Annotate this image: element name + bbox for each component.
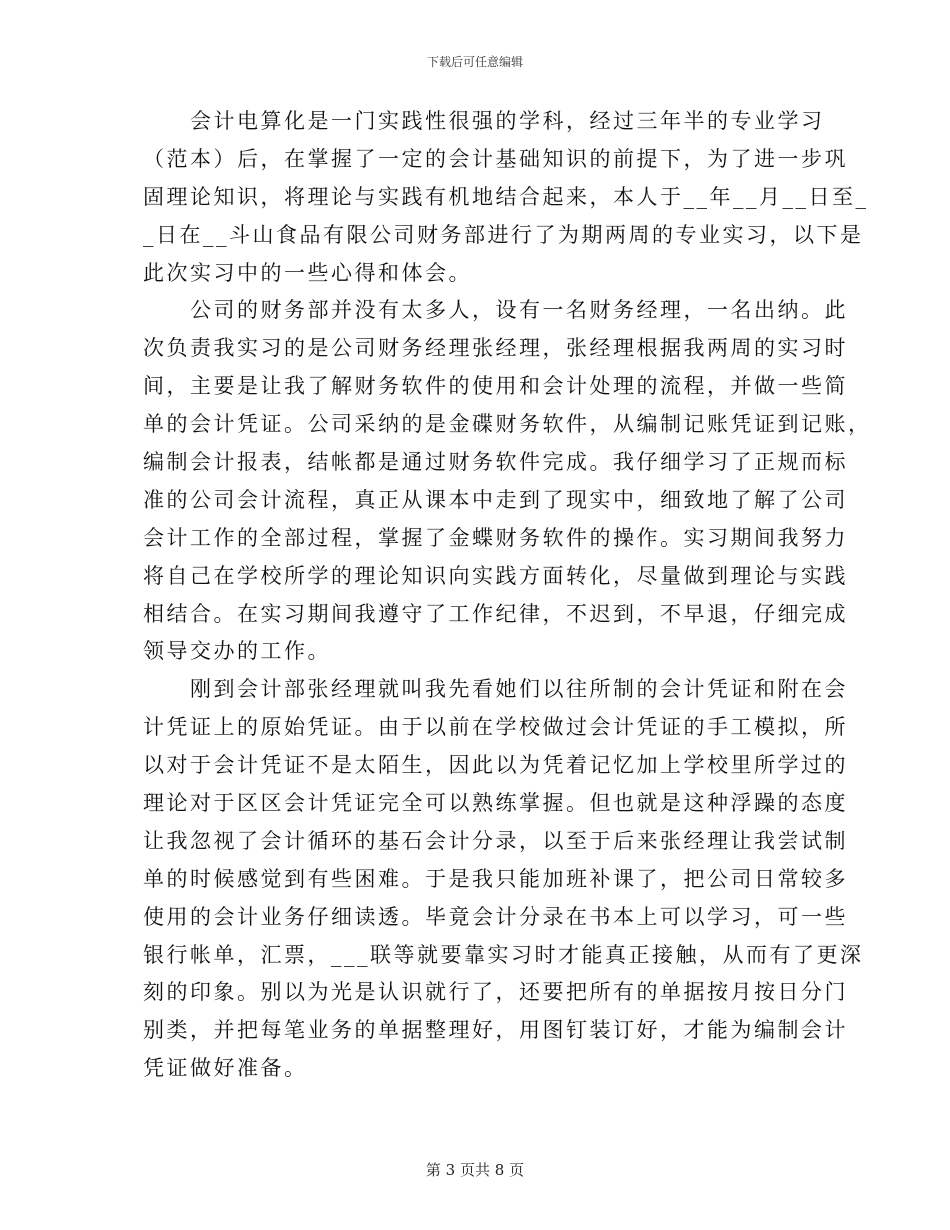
text-line: 使用的会计业务仔细读透。毕竟会计分录在书本上可以学习，可一些 [143,904,848,929]
text-line: 计凭证上的原始凭证。由于以前在学校做过会计凭证的手工模拟，所 [143,715,848,740]
text-line: 此次实习中的一些心得和体会。 [143,260,472,285]
text-line: 刚到会计部张经理就叫我先看她们以往所制的会计凭证和附在会 [143,677,848,702]
page-number: 第 3 页共 8 页 [425,1161,525,1179]
text-line: 会计电算化是一门实践性很强的学科，经过三年半的专业学习 [143,109,825,133]
text-line: 银行帐单，汇票，___联等就要靠实习时才能真正接触，从而有了更深 [143,942,864,967]
paragraph-2 [143,292,872,671]
text-line: 让我忽视了会计循环的基石会计分录，以至于后来张经理让我尝试制 [143,828,848,853]
text-line: 理论对于区区会计凭证完全可以熟练掌握。但也就是这种浮躁的态度 [143,791,848,816]
text-line: 编制会计报表，结帐都是通过财务软件完成。我仔细学习了正规而标 [143,450,848,475]
text-line: 单的会计凭证。公司采纳的是金碟财务软件，从编制记账凭证到记账， [143,412,872,437]
text-line: （范本）后，在掌握了一定的会计基础知识的前提下，为了进一步巩 [143,146,848,171]
text-line: 次负责我实习的是公司财务经理张经理，张经理根据我两周的实习时 [143,336,848,361]
text-line: 会计工作的全部过程，掌握了金蝶财务软件的操作。实习期间我努力 [143,525,848,550]
text-line: 以对于会计凭证不是太陌生，因此以为凭着记忆加上学校里所学过的 [143,753,848,778]
text-line: 凭证做好准备。 [143,1056,308,1081]
text-line: 别类，并把每笔业务的单据整理好，用图钉装订好，才能为编制会计 [143,1018,848,1043]
paragraph-3 [143,671,864,1088]
text-line: 固理论知识，将理论与实践有机地结合起来，本人于__年__月__日至_ [143,184,869,209]
text-line: 单的时候感觉到有些困难。于是我只能加班补课了，把公司日常较多 [143,866,848,891]
text-line: _日在__斗山食品有限公司财务部进行了为期两周的专业实习，以下是 [143,222,864,247]
text-line: 公司的财务部并没有太多人，设有一名财务经理，一名出纳。此 [143,298,848,323]
text-line: 将自己在学校所学的理论知识向实践方面转化，尽量做到理论与实践 [143,563,848,588]
text-line: 相结合。在实习期间我遵守了工作纪律，不迟到，不早退，仔细完成 [143,601,848,626]
document-body [143,103,872,1088]
text-line: 准的公司会计流程，真正从课本中走到了现实中，细致地了解了公司 [143,487,848,512]
text-line: 刻的印象。别以为光是认识就行了，还要把所有的单据按月按日分门 [143,980,848,1005]
text-line: 间，主要是让我了解财务软件的使用和会计处理的流程，并做一些简 [143,374,848,399]
page-header-note: 下载后可任意编辑 [426,55,523,69]
text-line: 领导交办的工作。 [143,639,331,664]
paragraph-1 [143,103,869,292]
